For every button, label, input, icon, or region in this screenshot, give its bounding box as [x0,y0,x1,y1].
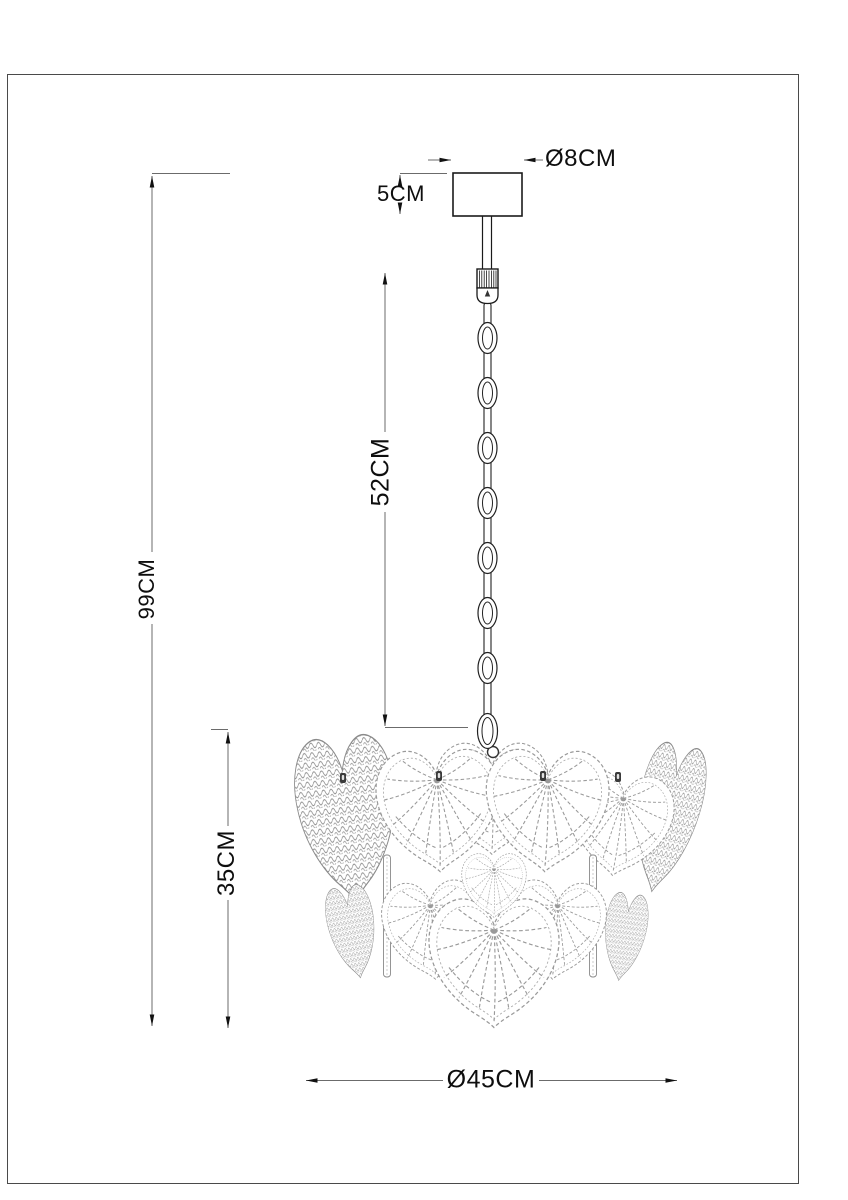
chain-link [478,433,497,464]
chain-link [478,323,497,354]
chain-link [478,488,497,519]
chain-link [478,653,497,684]
leaf-fastener [615,772,621,782]
dimension-total-height [152,174,230,1027]
chain-end-link [478,714,498,749]
chain-link [478,543,497,574]
chain-link [478,598,497,629]
ceiling-canopy [453,173,522,269]
leaf-fastener [436,771,442,781]
label-body-height: 35CM [213,829,240,897]
leaf-fastener [540,771,546,781]
leaf-cluster [290,732,714,1027]
leaf-fastener [340,773,346,783]
label-chain-length: 52CM [366,437,395,507]
leaf-bottom-center [429,899,559,1028]
cord-grip [477,269,498,304]
label-total-height: 99CM [134,558,159,620]
leaf-side-right-tail [598,891,651,983]
label-canopy-diameter: Ø8CM [545,145,617,172]
label-canopy-height: 5CM [377,181,425,206]
chain [478,302,498,749]
chain-link [478,378,497,409]
label-body-diameter: Ø45CM [446,1065,536,1094]
leaf-side-left-tail [321,883,383,982]
dimension-chain-length [385,273,468,728]
